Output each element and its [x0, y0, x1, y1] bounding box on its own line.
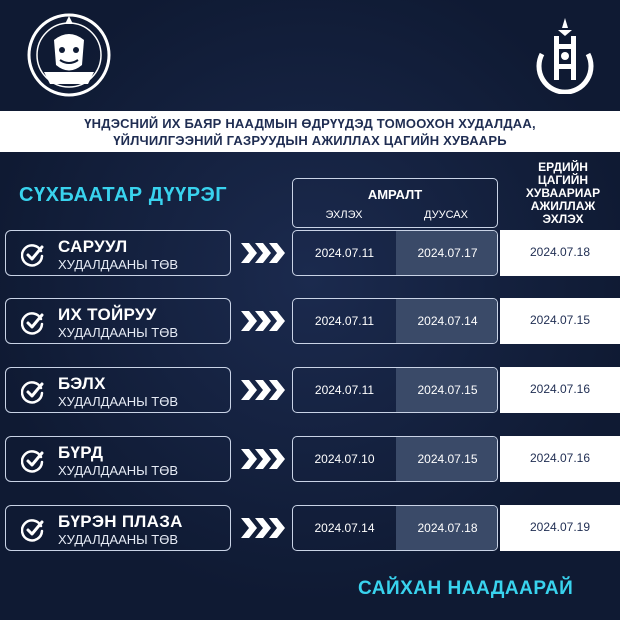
- store-label-box: [5, 298, 231, 344]
- store-type: ХУДАЛДААНЫ ТӨВ: [58, 325, 179, 340]
- check-circle-icon: [21, 380, 45, 404]
- store-label-box: [5, 367, 231, 413]
- normal-header-line: АЖИЛЛАЖ: [530, 199, 596, 213]
- normal-schedule-header: [508, 161, 618, 226]
- triple-chevron-right-icon: [241, 516, 285, 540]
- start-date: 2024.07.11: [314, 246, 375, 260]
- normal-start-date: 2024.07.15: [529, 313, 591, 327]
- footer-greeting: САЙХАН НААДААРАЙ: [358, 578, 574, 599]
- end-date: 2024.07.18: [417, 521, 478, 535]
- store-name: БҮРД: [58, 443, 104, 462]
- store-name: БЭЛХ: [58, 374, 106, 393]
- normal-header-line: ЕРДИЙН: [538, 160, 588, 174]
- normal-start-date: 2024.07.16: [529, 382, 591, 396]
- store-row: [0, 505, 620, 551]
- holiday-dates: [292, 505, 498, 551]
- triple-chevron-right-icon: [241, 447, 285, 471]
- triple-chevron-right-icon: [241, 309, 285, 333]
- holiday-label: АМРАЛТ: [367, 187, 423, 202]
- holiday-header: [292, 178, 498, 228]
- store-label-box: [5, 230, 231, 276]
- store-row: [0, 298, 620, 344]
- normal-start-date: 2024.07.18: [529, 245, 591, 259]
- normal-header-line: ЭХЛЭХ: [542, 212, 584, 226]
- start-date: 2024.07.10: [314, 452, 375, 466]
- holiday-dates: [292, 298, 498, 344]
- triple-chevron-right-icon: [241, 241, 285, 265]
- start-date: 2024.07.11: [314, 314, 375, 328]
- end-label: ДУУСАХ: [424, 209, 468, 221]
- store-label-box: [5, 436, 231, 482]
- end-date: 2024.07.15: [417, 383, 478, 397]
- end-date: 2024.07.17: [417, 246, 478, 260]
- store-type: ХУДАЛДААНЫ ТӨВ: [58, 394, 179, 409]
- normal-start-date: 2024.07.16: [529, 451, 591, 465]
- store-name: САРУУЛ: [58, 237, 128, 256]
- check-circle-icon: [21, 449, 45, 473]
- store-type: ХУДАЛДААНЫ ТӨВ: [58, 532, 179, 547]
- national-emblem-icon: [24, 10, 114, 100]
- store-type: ХУДАЛДААНЫ ТӨВ: [58, 463, 179, 478]
- soyombo-emblem-icon: [532, 14, 598, 94]
- banner-line-2: ҮЙЛЧИЛГЭЭНИЙ ГАЗРУУДЫН АЖИЛЛАХ ЦАГИЙН ХУВААРЬ: [113, 132, 507, 148]
- check-circle-icon: [21, 311, 45, 335]
- store-row: [0, 436, 620, 482]
- normal-header-line: ЦАГИЙН: [537, 173, 589, 187]
- store-label-box: [5, 505, 231, 551]
- check-circle-icon: [21, 518, 45, 542]
- store-row: [0, 367, 620, 413]
- end-date: 2024.07.14: [417, 314, 478, 328]
- store-row: [0, 230, 620, 276]
- store-name: БҮРЭН ПЛАЗА: [58, 512, 183, 531]
- title-banner: [0, 111, 620, 152]
- holiday-dates: [292, 230, 498, 276]
- start-date: 2024.07.14: [314, 521, 375, 535]
- normal-start-date: 2024.07.19: [529, 520, 591, 534]
- store-type: ХУДАЛДААНЫ ТӨВ: [58, 257, 179, 272]
- holiday-dates: [292, 367, 498, 413]
- start-label: ЭХЛЭХ: [325, 209, 363, 221]
- start-date: 2024.07.11: [314, 383, 375, 397]
- triple-chevron-right-icon: [241, 378, 285, 402]
- normal-header-line: ХУВААРИАР: [525, 186, 601, 200]
- end-date: 2024.07.15: [417, 452, 478, 466]
- store-name: ИХ ТОЙРУУ: [58, 305, 157, 324]
- check-circle-icon: [21, 243, 45, 267]
- holiday-dates: [292, 436, 498, 482]
- banner-line-1: ҮНДЭСНИЙ ИХ БАЯР НААДМЫН ӨДРҮҮДЭД ТОМООХОН ХУДАЛДАА,: [84, 115, 536, 131]
- district-title: СҮХБААТАР ДҮҮРЭГ: [19, 184, 228, 206]
